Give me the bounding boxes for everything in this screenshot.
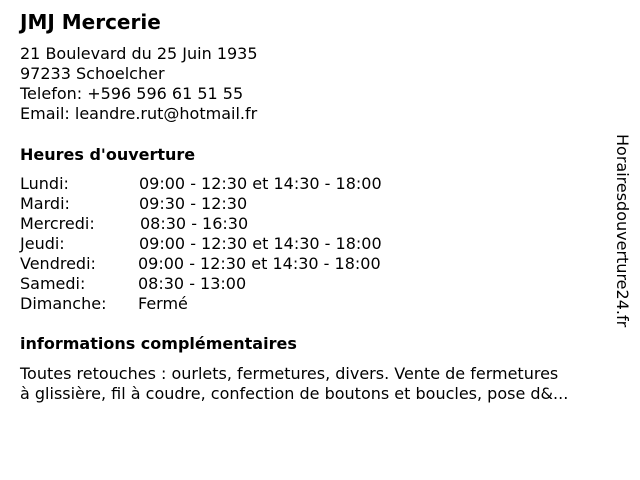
opening-hours-heading: Heures d'ouverture	[20, 145, 196, 164]
address-line-2: 97233 Schoelcher	[20, 64, 165, 83]
hours-row-tuesday	[20, 194, 440, 214]
hours-day: Lundi:	[20, 174, 69, 193]
hours-row-friday	[20, 254, 440, 274]
hours-day: Jeudi:	[20, 234, 65, 253]
hours-time: 08:30 - 13:00	[138, 274, 247, 293]
hours-day: Vendredi:	[20, 254, 96, 273]
hours-row-wednesday	[20, 214, 440, 234]
hours-row-monday	[20, 174, 440, 194]
hours-time: 09:00 - 12:30 et 14:30 - 18:00	[139, 234, 382, 253]
hours-time: 09:00 - 12:30 et 14:30 - 18:00	[139, 174, 382, 193]
hours-day: Mercredi:	[20, 214, 95, 233]
hours-row-thursday	[20, 234, 440, 254]
site-watermark: Horairesdouverture24.fr	[613, 134, 632, 328]
additional-info-line-2: à glissière, fil à coudre, confection de boutons et boucles, pose d&...	[20, 384, 569, 403]
additional-info-line-1: Toutes retouches : ourlets, fermetures, divers. Vente de fermetures	[20, 364, 559, 383]
hours-time: 08:30 - 16:30	[140, 214, 249, 233]
hours-time: Fermé	[138, 294, 188, 313]
hours-day: Samedi:	[20, 274, 86, 293]
hours-day: Mardi:	[20, 194, 70, 213]
email-address: Email: leandre.rut@hotmail.fr	[20, 104, 258, 123]
hours-row-sunday	[20, 294, 440, 314]
hours-time: 09:30 - 12:30	[139, 194, 248, 213]
address-line-1: 21 Boulevard du 25 Juin 1935	[20, 44, 258, 63]
hours-time: 09:00 - 12:30 et 14:30 - 18:00	[138, 254, 381, 273]
phone-number: Telefon: +596 596 61 51 55	[20, 84, 244, 103]
business-name: JMJ Mercerie	[20, 10, 161, 34]
hours-row-saturday	[20, 274, 440, 294]
hours-day: Dimanche:	[20, 294, 107, 313]
additional-info-heading: informations complémentaires	[20, 334, 297, 353]
